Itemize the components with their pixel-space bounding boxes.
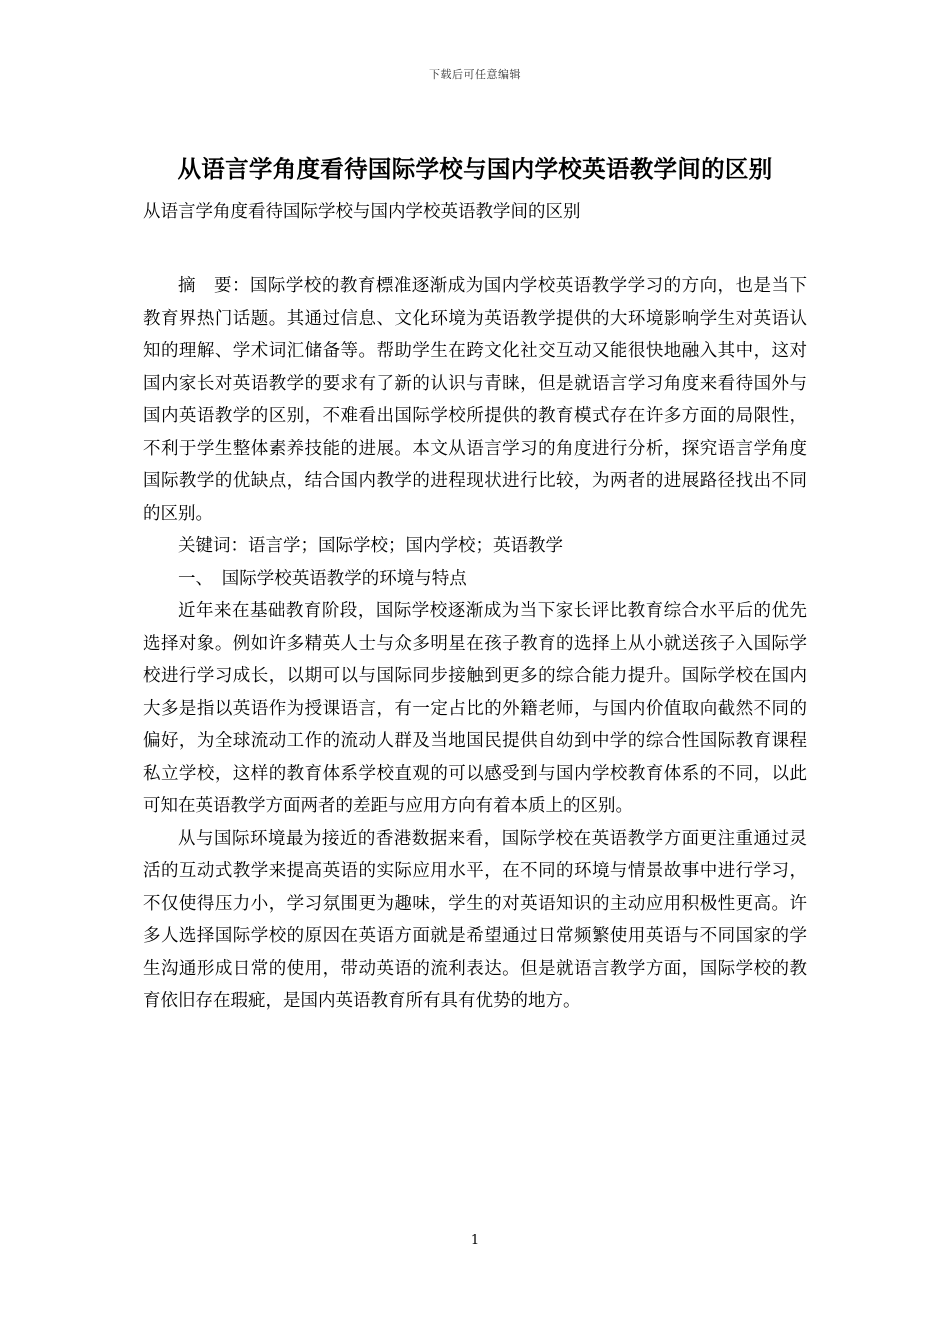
page-number: 1 xyxy=(470,1233,480,1248)
document-body xyxy=(143,270,807,1018)
abstract-paragraph: 摘 要：国际学校的教育標准逐渐成为国内学校英语教学学习的方向，也是当下教育界热门话题。其通过信息、文化环境为英语教学提供的大环境影响学生对英语认知的理解、学术词汇储备等。帮助学生在跨文化社交互动又能很快地融入其中，这对国内家长对英语教学的要求有了新的认识与青睐，但是就语言学习角度来看待国外与国内英语教学的区别，不难看出国际学校所提供的教育模式存在许多方面的局限性，不利于学生整体素养技能的进展。本文从语言学习的角度进行分析，探究语言学角度国际教学的优缺点，结合国内教学的进程现状进行比较，为两者的进展路径找出不同的区别。 xyxy=(143,276,807,524)
keywords-line: 关键词：语言学；国际学校；国内学校；英语教学 xyxy=(178,536,563,556)
section-heading: 一、 国际学校英语教学的环境与特点 xyxy=(178,568,467,589)
document-subtitle: 从语言学角度看待国际学校与国内学校英语教学间的区别 xyxy=(143,202,581,222)
page-header-note: 下载后可任意编辑 xyxy=(429,68,521,81)
body-paragraph: 近年来在基础教育阶段，国际学校逐渐成为当下家长评比教育综合水平后的优先选择对象。例如许多精英人士与众多明星在孩子教育的选择上从小就送孩子入国际学校进行学习成长，以期可以与国际同步接触到更多的综合能力提升。国际学校在国内大多是指以英语作为授课语言，有一定占比的外籍老师，与国内价值取向截然不同的偏好，为全球流动工作的流动人群及当地国民提供自幼到中学的综合性国际教育课程私立学校，这样的教育体系学校直观的可以感受到与国内学校教育体系的不同，以此可知在英语教学方面两者的差距与应用方向有着本质上的区别。 xyxy=(143,601,807,816)
body-paragraph: 从与国际环境最为接近的香港数据来看，国际学校在英语教学方面更注重通过灵活的互动式教学来提高英语的实际应用水平，在不同的环境与情景故事中进行学习，不仅使得压力小，学习氛围更为趣味，学生的对英语知识的主动应用积极性更高。许多人选择国际学校的原因在英语方面就是希望通过日常频繁使用英语与不同国家的学生沟通形成日常的使用，带动英语的流利表达。但是就语言教学方面，国际学校的教育依旧存在瑕疵，是国内英语教育所有具有优势的地方。 xyxy=(143,828,807,1011)
document-title: 从语言学角度看待国际学校与国内学校英语教学间的区别 xyxy=(177,155,773,183)
